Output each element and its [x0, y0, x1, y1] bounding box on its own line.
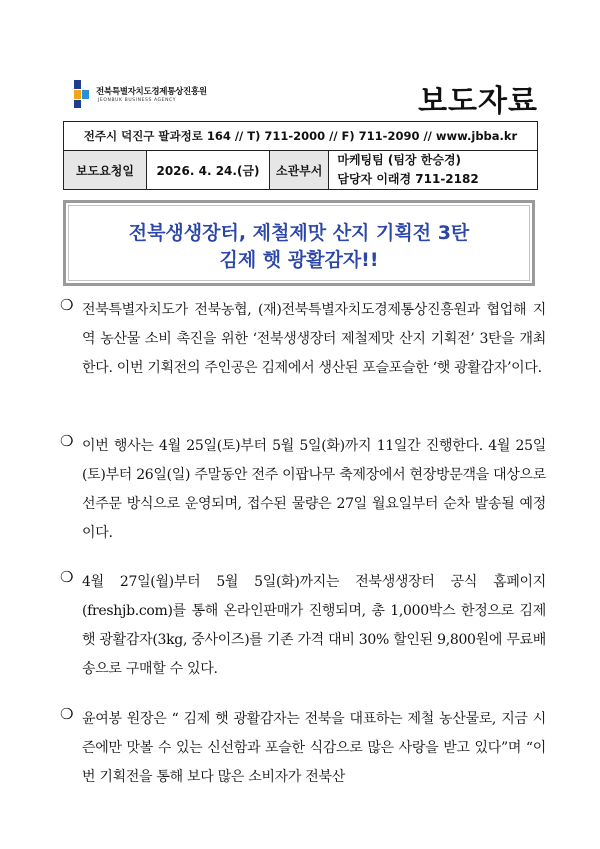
org-logo-mark-icon [72, 78, 92, 110]
meta-row [64, 151, 538, 190]
paragraph-text: 전북특별자치도가 전북농협, (재)전북특별자치도경제통상진흥원과 협업해 지역 농산물 소비 촉진을 위한 ‘전북생생장터 제철제맛 산지 기획전’ 3탄을 개최한다. 이번 기획전의 주인공은 김제에서 생산된 포슬포슬한 ‘햇 광활감자’이다. [82, 302, 546, 376]
contact-line: 전주시 덕진구 팔과정로 164 // T) 711-2000 // F) 711-2090 // www.jbba.kr [64, 122, 538, 151]
paragraph-text: 4월 27일(월)부터 5월 5일(화)까지는 전북생생장터 공식 홈페이지(freshjb.com)를 통해 온라인판매가 진행되며, 총 1,000박스 한정으로 김제 햇 광활감자(3kg, 중사이즈)를 기존 가격 대비 30% 할인된 9,800원에 무료배송으로 구매할 수 있다. [82, 574, 546, 677]
department-contact [329, 151, 538, 190]
bullet-circle-icon: ❍ [60, 296, 74, 314]
department-label: 소관부서 [270, 151, 329, 190]
body-paragraph [60, 705, 546, 792]
request-date: 2026. 4. 24.(금) [147, 151, 270, 190]
org-logo [72, 78, 232, 110]
body-paragraph [60, 568, 546, 684]
bullet-circle-icon: ❍ [60, 432, 74, 450]
department-name: 마케팅팀 (팀장 한승경) [337, 153, 462, 167]
bullet-circle-icon: ❍ [60, 705, 74, 723]
headline-box [63, 200, 535, 286]
org-name-en: JEONBUK BUSINESS AGENCY [98, 98, 177, 103]
body-paragraph [60, 296, 546, 383]
contact-person: 담당자 이래경 711-2182 [337, 172, 479, 186]
body-paragraph [60, 432, 546, 548]
org-name: 전북특별자치도경제통상진흥원 [96, 87, 207, 97]
request-date-label: 보도요청일 [64, 151, 147, 190]
headline-line-2: 김제 햇 광활감자!! [219, 249, 379, 271]
headline-line-1: 전북생생장터, 제철제맛 산지 기획전 3탄 [128, 222, 470, 244]
press-info-table [63, 121, 538, 190]
document-type-heading: 보도자료 [418, 84, 538, 119]
headline-inner-frame [68, 205, 530, 281]
contact-row [64, 122, 538, 151]
paragraph-text: 윤여봉 원장은 “ 김제 햇 광활감자는 전북을 대표하는 제철 농산물로, 지금 시즌에만 맛볼 수 있는 신선함과 포슬한 식감으로 많은 사랑을 받고 있다”며 “이번 기획전을 통해 보다 많은 소비자가 전북산 [82, 711, 546, 785]
bullet-circle-icon: ❍ [60, 568, 74, 586]
paragraph-text: 이번 행사는 4월 25일(토)부터 5월 5일(화)까지 11일간 진행한다. 4월 25일(토)부터 26일(일) 주말동안 전주 이팝나무 축제장에서 현장방문객을 대상으로 선주문 방식으로 운영되며, 접수된 물량은 27일 월요일부터 순차 발송될 예정이다. [82, 438, 546, 541]
